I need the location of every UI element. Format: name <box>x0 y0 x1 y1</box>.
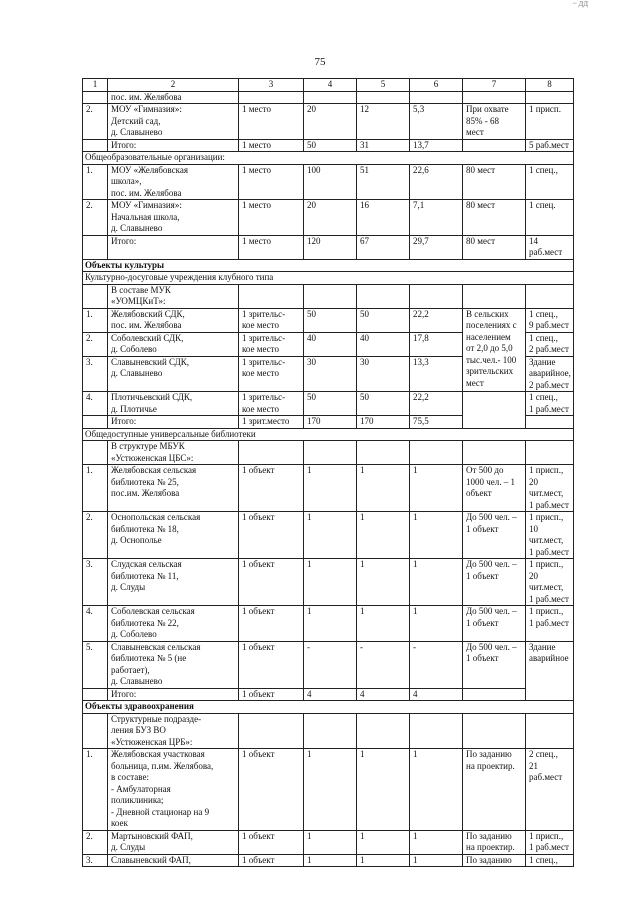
table-row <box>83 512 574 559</box>
col-calc-cell <box>410 284 463 308</box>
col-number-cell: 2. <box>83 104 108 140</box>
table-row <box>83 854 574 867</box>
col-number-cell: 1. <box>83 308 108 332</box>
col-standard-cell: До 500 чел. – 1 объект <box>463 641 526 688</box>
col-norm-cell: 50 <box>304 139 357 152</box>
col-facility-cell: Оснопольская сельская библиотека № 18, д. Оснополье <box>108 512 239 559</box>
col-number-cell: 3. <box>83 559 108 606</box>
col-notes-cell: 1 присп., 20 чит.мест, 1 раб.мест <box>526 559 574 606</box>
header-cell: 1 <box>83 79 108 92</box>
col-norm-cell: 50 <box>304 392 357 416</box>
col-calc-cell: 17,8 <box>410 332 463 356</box>
col-unit-cell <box>239 713 304 749</box>
col-notes-cell: 14 раб.мест <box>526 235 574 259</box>
col-notes-cell: 1 спец., <box>526 854 574 867</box>
col-calc-cell: 1 <box>410 749 463 831</box>
col-unit-cell: 1 место <box>239 235 304 259</box>
col-norm-cell: 50 <box>304 308 357 332</box>
section-heading: Культурно-досуговые учреждения клубного типа <box>83 272 574 285</box>
col-unit-cell <box>239 284 304 308</box>
col-notes-cell: 1 присп., 10 чит.мест, 1 раб.мест <box>526 512 574 559</box>
col-calc-cell: 7,1 <box>410 200 463 236</box>
col-number-cell: 2. <box>83 332 108 356</box>
col-calc-cell: 1 <box>410 512 463 559</box>
section-heading: Общеобразовательные организации: <box>83 152 574 165</box>
col-facility-cell: МОУ «Желябовская школа», пос. им. Желябова <box>108 164 239 200</box>
section-heading: Общедоступные универсальные библиотеки <box>83 428 574 441</box>
col-calc-cell: 13,7 <box>410 139 463 152</box>
col-notes-cell: 1 спец., 1 раб.мест <box>526 392 574 416</box>
col-calc-cell: 1 <box>410 854 463 867</box>
col-calc-cell: 5,3 <box>410 104 463 140</box>
col-facility-cell: Итого: <box>108 688 239 701</box>
col-standard-cell: 80 мест <box>463 235 526 259</box>
col-existing-cell: 50 <box>357 308 410 332</box>
col-standard-cell <box>463 441 526 465</box>
col-existing-cell: 30 <box>357 356 410 392</box>
col-unit-cell: 1 зрительс- кое место <box>239 332 304 356</box>
col-number-cell: 5. <box>83 641 108 688</box>
col-number-cell <box>83 284 108 308</box>
table-row <box>83 559 574 606</box>
col-facility-cell: Славыневский СДК, д. Славынево <box>108 356 239 392</box>
col-standard-cell <box>463 392 526 429</box>
col-standard-cell <box>463 284 526 308</box>
table-row <box>83 606 574 642</box>
col-number-cell: 1. <box>83 465 108 512</box>
table-row <box>83 104 574 140</box>
page-number: 75 <box>314 56 326 68</box>
col-facility-cell: В составе МУК «УОМЦКиТ»: <box>108 284 239 308</box>
col-notes-cell: 1 спец., 2 раб.мест <box>526 332 574 356</box>
col-standard-cell <box>463 91 526 104</box>
col-number-cell <box>83 688 108 701</box>
col-facility-cell: МОУ «Гимназия»: Детский сад, д. Славынево <box>108 104 239 140</box>
col-notes-cell: 1 спец., 9 раб.мест <box>526 308 574 332</box>
col-unit-cell: 1 объект <box>239 854 304 867</box>
col-calc-cell: 22,6 <box>410 164 463 200</box>
col-calc-cell: 4 <box>410 688 463 701</box>
section-row <box>83 152 574 165</box>
col-notes-cell: 1 спец., <box>526 164 574 200</box>
col-calc-cell: 75,5 <box>410 416 463 429</box>
col-unit-cell: 1 зрительс- кое место <box>239 392 304 416</box>
col-existing-cell: 12 <box>357 104 410 140</box>
col-unit-cell: 1 зрит.место <box>239 416 304 429</box>
col-existing-cell: 4 <box>357 688 410 701</box>
header-row <box>83 79 574 92</box>
col-number-cell <box>83 235 108 259</box>
section-heading: Объекты культуры <box>83 259 574 272</box>
col-norm-cell <box>304 441 357 465</box>
col-unit-cell: 1 объект <box>239 830 304 854</box>
col-calc-cell <box>410 91 463 104</box>
facilities-table <box>82 78 574 867</box>
col-unit-cell: 1 объект <box>239 641 304 688</box>
header-cell: 7 <box>463 79 526 92</box>
table-row <box>83 749 574 831</box>
col-unit-cell: 1 объект <box>239 559 304 606</box>
col-norm-cell <box>304 713 357 749</box>
col-calc-cell <box>410 713 463 749</box>
total-row <box>83 139 574 152</box>
col-number-cell: 3. <box>83 356 108 392</box>
col-calc-cell: - <box>410 641 463 688</box>
col-calc-cell: 22,2 <box>410 392 463 416</box>
col-unit-cell: 1 объект <box>239 606 304 642</box>
col-existing-cell: 67 <box>357 235 410 259</box>
col-existing-cell <box>357 441 410 465</box>
col-calc-cell: 29,7 <box>410 235 463 259</box>
col-existing-cell: 1 <box>357 854 410 867</box>
table-row <box>83 284 574 308</box>
col-notes-cell: 1 присп., 20 чит.мест, 1 раб.мест <box>526 465 574 512</box>
col-calc-cell: 13,3 <box>410 356 463 392</box>
col-unit-cell: 1 объект <box>239 465 304 512</box>
col-number-cell: 4. <box>83 392 108 416</box>
col-norm-cell: 170 <box>304 416 357 429</box>
table-row <box>83 441 574 465</box>
col-norm-cell <box>304 91 357 104</box>
col-norm-cell: 1 <box>304 830 357 854</box>
col-calc-cell: 1 <box>410 830 463 854</box>
col-norm-cell: 1 <box>304 465 357 512</box>
col-norm-cell: 1 <box>304 559 357 606</box>
col-existing-cell: 170 <box>357 416 410 429</box>
col-number-cell: 1. <box>83 164 108 200</box>
col-existing-cell: 1 <box>357 559 410 606</box>
section-row <box>83 272 574 285</box>
col-unit-cell: 1 место <box>239 164 304 200</box>
col-facility-cell: Плотичьевский СДК, д. Плотичье <box>108 392 239 416</box>
col-existing-cell: 1 <box>357 465 410 512</box>
col-number-cell <box>83 139 108 152</box>
col-notes-cell: 2 спец., 21 раб.мест <box>526 749 574 831</box>
col-norm-cell: 1 <box>304 749 357 831</box>
col-existing-cell: 16 <box>357 200 410 236</box>
col-standard-cell <box>463 713 526 749</box>
col-existing-cell <box>357 713 410 749</box>
col-standard-cell <box>463 688 526 701</box>
col-number-cell <box>83 713 108 749</box>
header-cell: 4 <box>304 79 357 92</box>
col-norm-cell: 1 <box>304 606 357 642</box>
col-unit-cell: 1 зрительс- кое место <box>239 308 304 332</box>
col-calc-cell: 1 <box>410 465 463 512</box>
col-norm-cell: 20 <box>304 104 357 140</box>
col-calc-cell: 22,2 <box>410 308 463 332</box>
col-standard-cell: По заданию <box>463 854 526 867</box>
col-number-cell: 3. <box>83 854 108 867</box>
table-body <box>83 79 574 867</box>
col-norm-cell: 20 <box>304 200 357 236</box>
col-unit-cell: 1 объект <box>239 512 304 559</box>
col-notes-cell: 1 присп. <box>526 104 574 140</box>
col-unit-cell: 1 место <box>239 104 304 140</box>
col-norm-cell: - <box>304 641 357 688</box>
col-facility-cell: пос. им. Желябова <box>108 91 239 104</box>
col-unit-cell: 1 объект <box>239 688 304 701</box>
col-facility-cell: Желябовская участковая больница, п.им. Желябова, в составе: - Амбулаторная поликлиника; - Дневной стационар на 9 коек <box>108 749 239 831</box>
col-existing-cell: - <box>357 641 410 688</box>
corner-mark: ~ ДД <box>572 0 588 8</box>
col-unit-cell: 1 зрительс- кое место <box>239 356 304 392</box>
table-row <box>83 392 574 416</box>
col-calc-cell <box>410 441 463 465</box>
col-facility-cell: Соболевская сельская библиотека № 22, д. Соболево <box>108 606 239 642</box>
col-notes-cell <box>526 713 574 749</box>
col-number-cell <box>83 441 108 465</box>
col-number-cell: 1. <box>83 749 108 831</box>
col-norm-cell: 120 <box>304 235 357 259</box>
col-standard-cell: При охвате 85% - 68 мест <box>463 104 526 140</box>
col-existing-cell: 1 <box>357 606 410 642</box>
col-facility-cell: Славыневская сельская библиотека № 5 (не работает), д. Славынево <box>108 641 239 688</box>
col-number-cell: 2. <box>83 830 108 854</box>
col-existing-cell: 51 <box>357 164 410 200</box>
col-notes-cell <box>526 91 574 104</box>
col-standard-cell: До 500 чел. – 1 объект <box>463 512 526 559</box>
col-standard-cell: От 500 до 1000 чел. – 1 объект <box>463 465 526 512</box>
col-unit-cell <box>239 91 304 104</box>
col-standard-cell: До 500 чел. – 1 объект <box>463 606 526 642</box>
col-facility-cell: Мартыновский ФАП, д. Слуды <box>108 830 239 854</box>
col-unit-cell: 1 место <box>239 139 304 152</box>
col-norm-cell: 1 <box>304 512 357 559</box>
header-cell: 2 <box>108 79 239 92</box>
total-row <box>83 688 574 701</box>
col-notes-cell <box>526 416 574 429</box>
table-row <box>83 465 574 512</box>
total-row <box>83 235 574 259</box>
col-facility-cell: Соболевский СДК, д. Соболево <box>108 332 239 356</box>
col-standard-cell: По заданию на проектир. <box>463 749 526 831</box>
table-row <box>83 830 574 854</box>
col-standard-cell: По заданию на проектир. <box>463 830 526 854</box>
header-cell: 8 <box>526 79 574 92</box>
col-norm-cell: 30 <box>304 356 357 392</box>
col-notes-cell <box>526 284 574 308</box>
table-row <box>83 91 574 104</box>
table-row <box>83 713 574 749</box>
table-row <box>83 164 574 200</box>
col-facility-cell: Структурные подразде- ления БУЗ ВО «Устюженская ЦРБ»: <box>108 713 239 749</box>
col-existing-cell: 1 <box>357 512 410 559</box>
col-notes-cell <box>526 441 574 465</box>
col-facility-cell: МОУ «Гимназия»: Начальная школа, д. Славынево <box>108 200 239 236</box>
col-calc-cell: 1 <box>410 559 463 606</box>
col-norm-cell: 4 <box>304 688 357 701</box>
col-norm-cell <box>304 284 357 308</box>
col-notes-cell: 1 спец. <box>526 200 574 236</box>
col-existing-cell: 1 <box>357 749 410 831</box>
col-existing-cell: 1 <box>357 830 410 854</box>
col-facility-cell: В структуре МБУК «Устюженская ЦБС»: <box>108 441 239 465</box>
col-notes-cell: 5 раб.мест <box>526 139 574 152</box>
header-cell: 3 <box>239 79 304 92</box>
col-standard-cell: 80 мест <box>463 164 526 200</box>
table-row <box>83 641 574 688</box>
col-notes-cell: 1 присп., 1 раб.мест <box>526 830 574 854</box>
col-notes-cell: Здание аварийное, 2 раб.мест <box>526 356 574 392</box>
header-cell: 6 <box>410 79 463 92</box>
col-existing-cell: 31 <box>357 139 410 152</box>
section-heading: Объекты здравоохранения <box>83 701 574 714</box>
col-standard-cell: До 500 чел. – 1 объект <box>463 559 526 606</box>
col-norm-cell: 40 <box>304 332 357 356</box>
col-facility-cell: Итого: <box>108 139 239 152</box>
col-number-cell: 2. <box>83 512 108 559</box>
col-number-cell <box>83 416 108 429</box>
col-standard-cell: 80 мест <box>463 200 526 236</box>
col-unit-cell <box>239 441 304 465</box>
col-unit-cell: 1 объект <box>239 749 304 831</box>
col-notes-cell: Здание аварийное <box>526 641 574 701</box>
header-cell: 5 <box>357 79 410 92</box>
col-notes-cell: 1 присп., 1 раб.мест <box>526 606 574 642</box>
col-norm-cell: 1 <box>304 854 357 867</box>
col-existing-cell: 50 <box>357 392 410 416</box>
col-facility-cell: Слудская сельская библиотека № 11, д. Слуды <box>108 559 239 606</box>
col-facility-cell: Итого: <box>108 235 239 259</box>
col-norm-cell: 100 <box>304 164 357 200</box>
col-existing-cell <box>357 284 410 308</box>
col-facility-cell: Желябовский СДК, пос. им. Желябова <box>108 308 239 332</box>
col-facility-cell: Желябовская сельская библиотека № 25, пос.им. Желябова <box>108 465 239 512</box>
col-facility-cell: Итого: <box>108 416 239 429</box>
col-facility-cell: Славыневский ФАП, <box>108 854 239 867</box>
col-calc-cell: 1 <box>410 606 463 642</box>
section-row <box>83 259 574 272</box>
col-standard-cell: В сельских поселениях с населением от 2,0 до 5,0 тыс.чел.- 100 зрительских мест <box>463 308 526 392</box>
col-number-cell: 4. <box>83 606 108 642</box>
col-existing-cell: 40 <box>357 332 410 356</box>
section-row <box>83 428 574 441</box>
section-row <box>83 701 574 714</box>
table-row <box>83 308 574 332</box>
col-existing-cell <box>357 91 410 104</box>
col-standard-cell <box>463 139 526 152</box>
table-row <box>83 200 574 236</box>
col-unit-cell: 1 место <box>239 200 304 236</box>
col-number-cell <box>83 91 108 104</box>
col-number-cell: 2. <box>83 200 108 236</box>
